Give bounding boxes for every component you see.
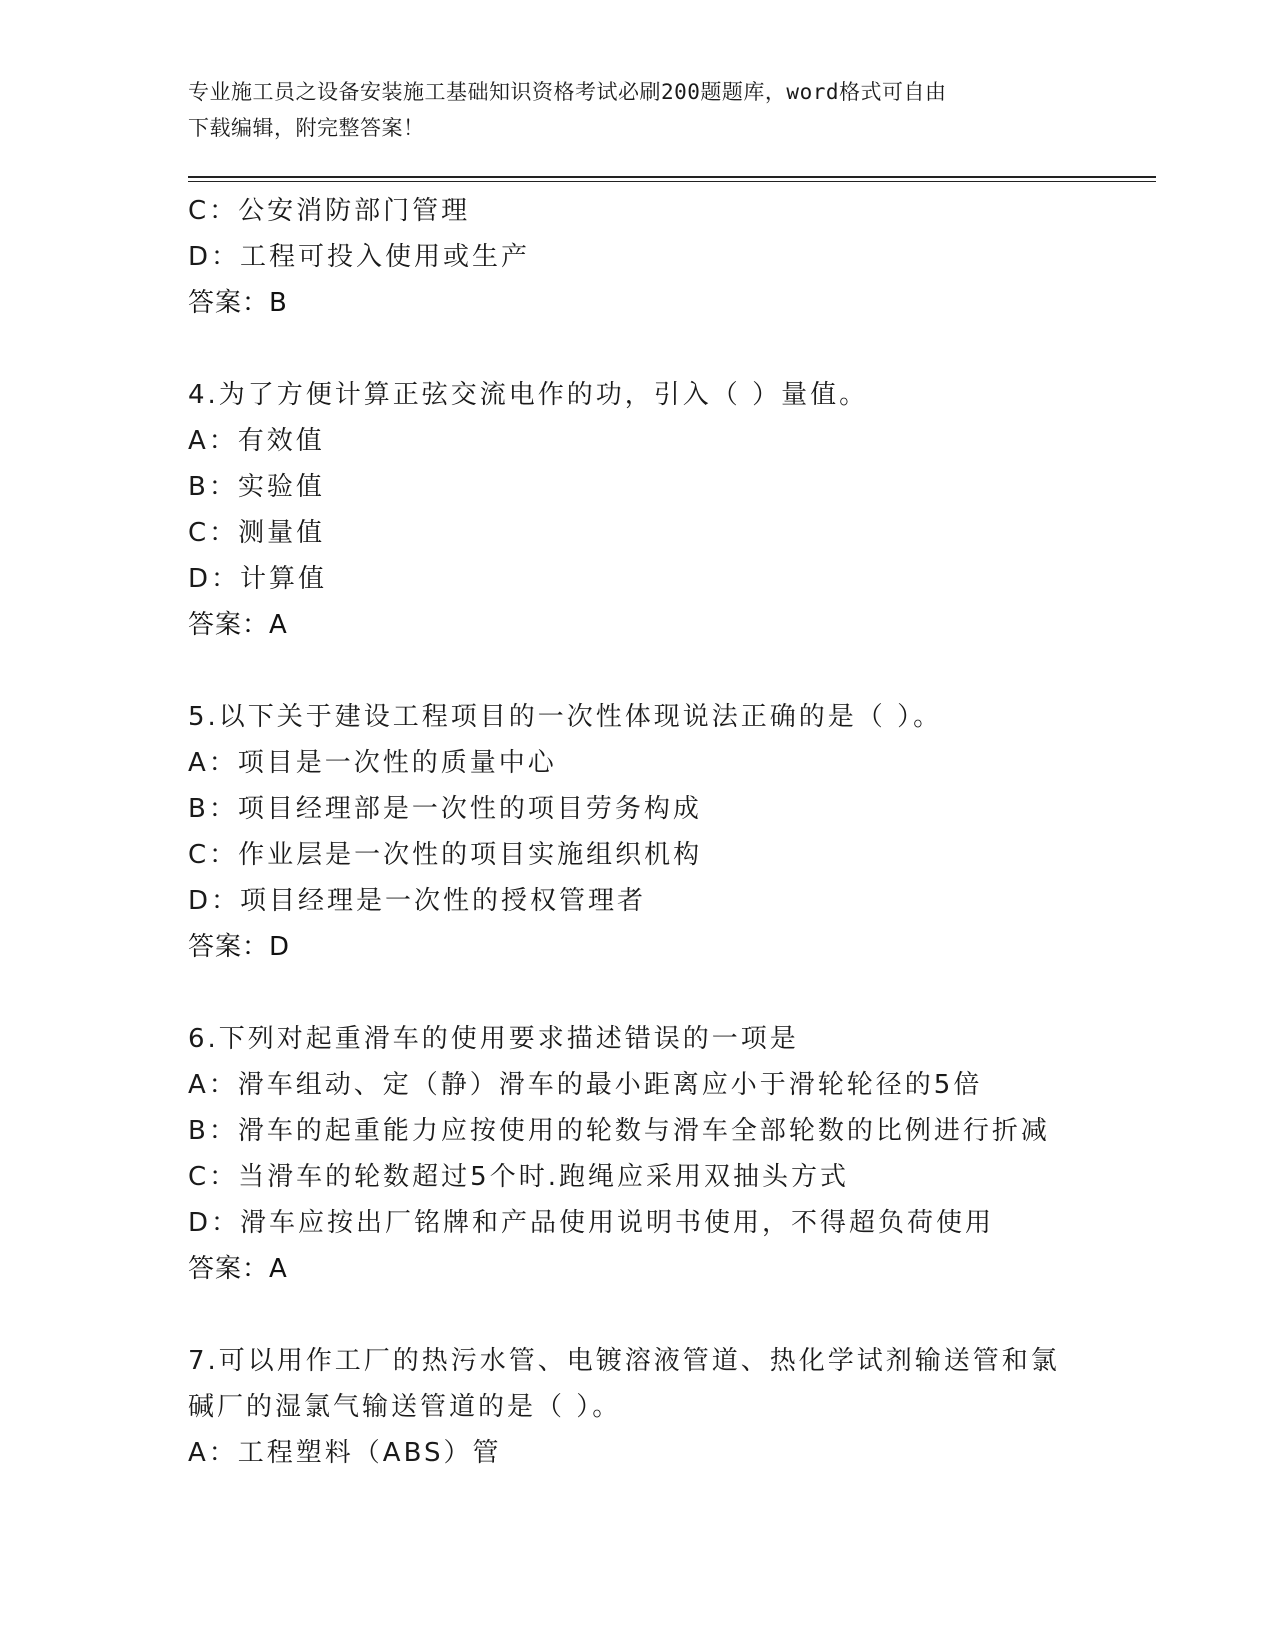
question-stem-line-2: 碱厂的湿氯气输送管道的是（ ）。 (188, 1392, 622, 1422)
spacer (188, 970, 1158, 1016)
question-7 (188, 1338, 1158, 1476)
header-divider-thick (188, 176, 1156, 178)
question-stem: 6.下列对起重滑车的使用要求描述错误的一项是 (188, 1024, 799, 1054)
option-b: B：实验值 (188, 472, 325, 502)
answer: 答案：B (188, 288, 288, 318)
option-a: A：滑车组动、定（静）滑车的最小距离应小于滑轮轮径的5倍 (188, 1070, 983, 1100)
header-line-2: 下载编辑，附完整答案！ (188, 116, 425, 140)
question-stem-line-1: 7.可以用作工厂的热污水管、电镀溶液管道、热化学试剂输送管和氯 (188, 1346, 1060, 1376)
spacer (188, 1292, 1158, 1338)
header-line-1: 专业施工员之设备安装施工基础知识资格考试必刷200题题库，word格式可自由 (188, 80, 947, 104)
option-d: D：滑车应按出厂铭牌和产品使用说明书使用，不得超负荷使用 (188, 1208, 995, 1238)
option-a: A：有效值 (188, 426, 325, 456)
question-stem: 5.以下关于建设工程项目的一次性体现说法正确的是（ ）。 (188, 702, 943, 732)
answer: 答案：D (188, 932, 291, 962)
option-a: A：项目是一次性的质量中心 (188, 748, 557, 778)
document-header (188, 74, 1088, 146)
option-d: D：计算值 (188, 564, 328, 594)
question-3-tail (188, 188, 1158, 326)
option-b: B：滑车的起重能力应按使用的轮数与滑车全部轮数的比例进行折减 (188, 1116, 1050, 1146)
question-6 (188, 1016, 1158, 1292)
answer: 答案：A (188, 1254, 288, 1284)
option-c: C：当滑车的轮数超过5个时.跑绳应采用双抽头方式 (188, 1162, 849, 1192)
question-stem: 4.为了方便计算正弦交流电作的功，引入（ ）量值。 (188, 380, 869, 410)
option-c: C：作业层是一次性的项目实施组织机构 (188, 840, 703, 870)
answer: 答案：A (188, 610, 288, 640)
question-list (188, 188, 1158, 1476)
question-5 (188, 694, 1158, 970)
option-c: C：测量值 (188, 518, 326, 548)
option-a: A：工程塑料（ABS）管 (188, 1438, 502, 1468)
option-d: D：工程可投入使用或生产 (188, 242, 531, 272)
question-4 (188, 372, 1158, 648)
option-d: D：项目经理是一次性的授权管理者 (188, 886, 647, 916)
spacer (188, 326, 1158, 372)
option-c: C：公安消防部门管理 (188, 196, 471, 226)
header-divider-thin (188, 181, 1156, 182)
option-b: B：项目经理部是一次性的项目劳务构成 (188, 794, 702, 824)
spacer (188, 648, 1158, 694)
